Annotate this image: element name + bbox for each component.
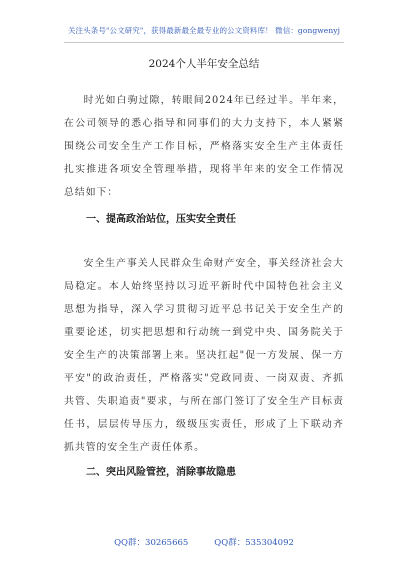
header-promo-note: 关注头条号"公文研究"，获得最新最全最专业的公文资料库！ 微信：gongwenyj (67, 26, 341, 35)
footer-qq-group-1: QQ群：30265665 (114, 538, 189, 548)
section-heading-2: 二、突出风险管控，消除事故隐患 (86, 467, 236, 478)
footer-qq-group-2: QQ群：535304092 (214, 538, 294, 548)
section-heading-1: 一、提高政治站位，压实安全责任 (86, 214, 236, 225)
section-body-1: 安全生产事关人民群众生命财产安全，事关经济社会大局稳定。本人始终坚持以习近平新时代中国特色社会主义思想为指导，深入学习贯彻习近平总书记关于安全生产的重要论述，切实把思想和行动统一到党中央、国务院关于安全生产的决策部署上来。坚决扛起"促一方发展、保一方平安"的政治责任，严格落实"党政同责、一岗双责、齐抓共管、失职追责"要求，与所在部门签订了安全生产目标责任书，层层传导压力，级级压实责任，形成了上下联动齐抓共管的安全生产责任体系。 (64, 258, 344, 453)
document-title: 2024个人半年安全总结 (148, 58, 260, 70)
intro-paragraph: 时光如白驹过隙，转眼间2024年已经过半。半年来，在公司领导的悉心指导和同事们的大力支持下，本人紧紧围绕公司安全生产工作目标，严格落实安全生产主体责任扎实推进各项安全管理举措，现将半年来的安全工作情况总结如下： (64, 95, 344, 198)
footer-contact (0, 538, 408, 548)
header-divider (64, 42, 344, 43)
